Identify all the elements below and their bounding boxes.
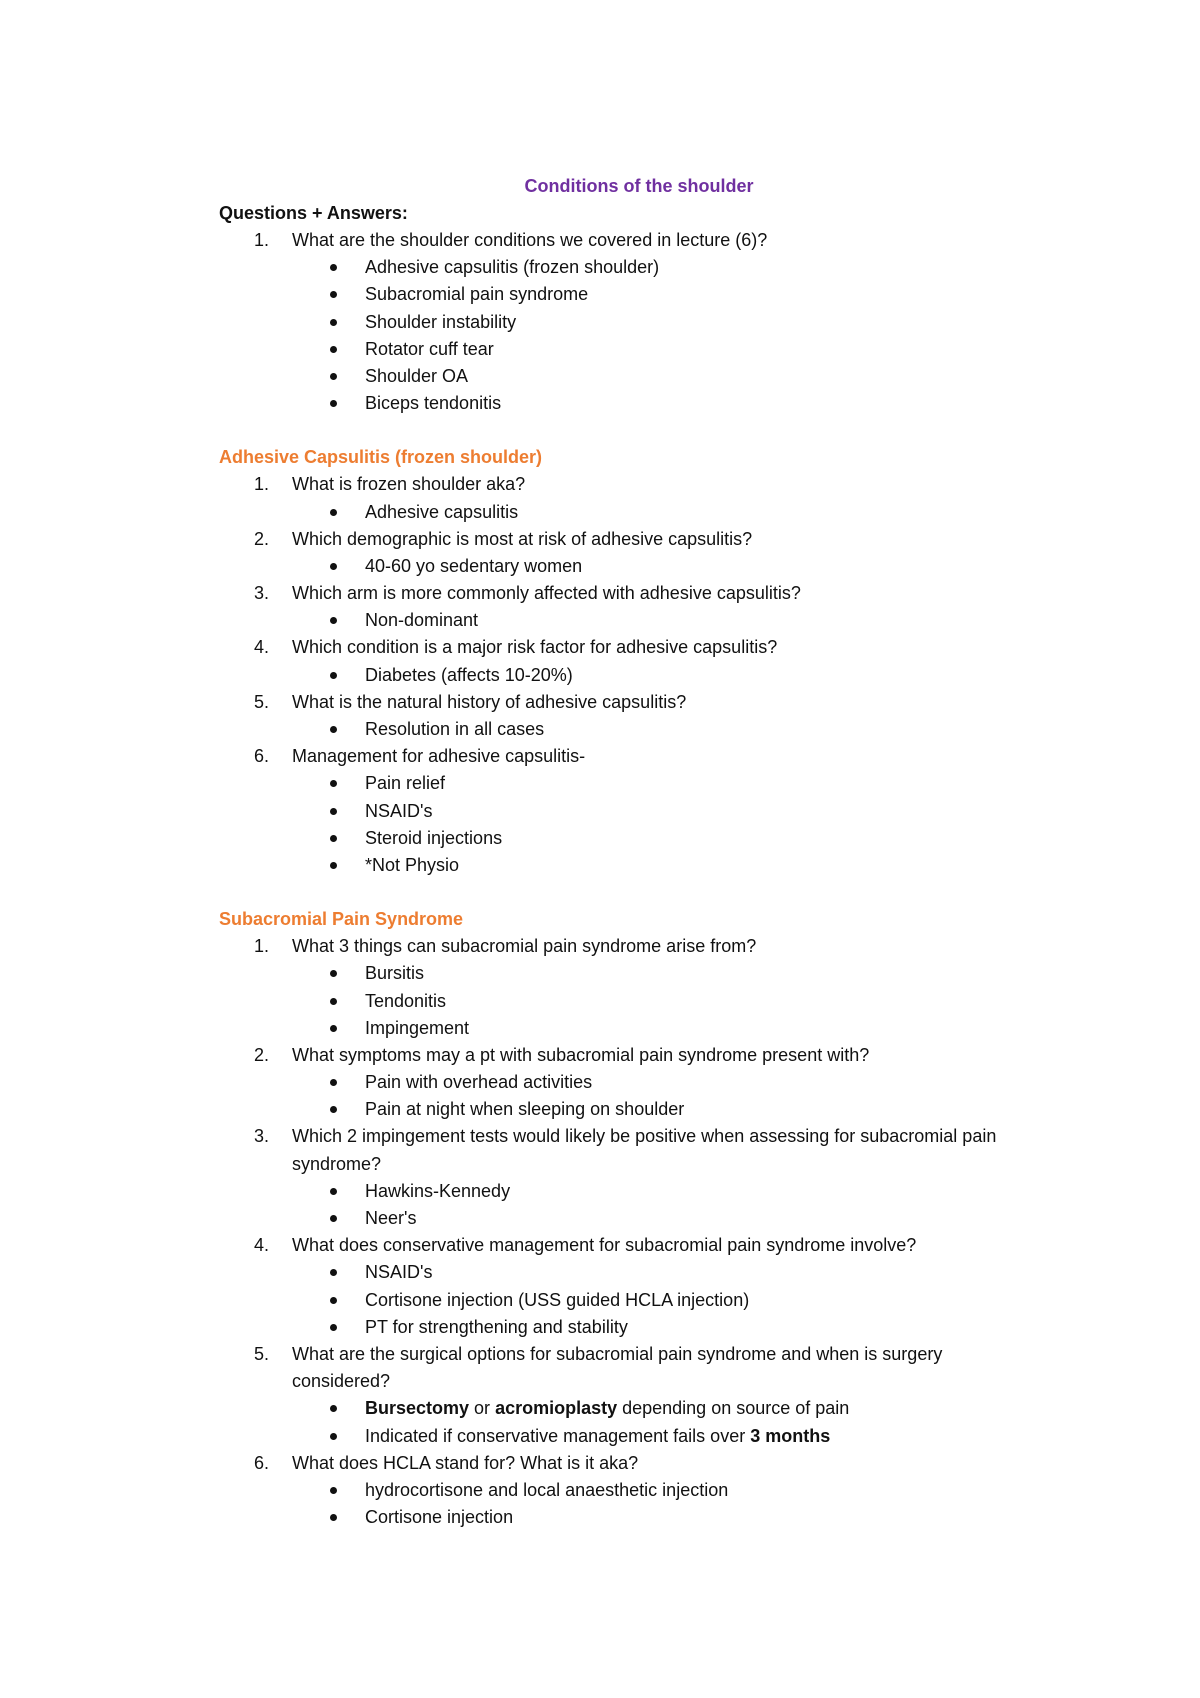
question-number: 5. — [254, 1343, 270, 1364]
answer-item — [219, 1205, 1099, 1232]
bullet-icon — [330, 1215, 337, 1222]
answer-item — [219, 254, 1099, 281]
answer-text: Impingement — [365, 1017, 470, 1038]
answer-text: Pain with overhead activities — [365, 1072, 593, 1093]
answer-item — [219, 1178, 1099, 1205]
answer-text: or — [469, 1398, 496, 1419]
question-number: 4. — [254, 637, 270, 658]
answer-text: depending on source of pain — [617, 1398, 850, 1419]
question-number: 4. — [254, 1235, 270, 1256]
answer-text: Shoulder OA — [365, 365, 469, 386]
question — [219, 634, 1099, 661]
bullet-icon — [330, 319, 337, 326]
answer-item — [219, 988, 1099, 1015]
question-number: 1. — [254, 230, 270, 250]
answer-text: Cortisone injection (USS guided HCLA injection) — [365, 1289, 750, 1310]
bullet-icon — [330, 509, 337, 516]
answer-text: 40-60 yo sedentary women — [365, 555, 583, 576]
answer-text: Shoulder instability — [365, 311, 517, 332]
answer-text: Steroid injections — [365, 827, 503, 848]
bullet-icon — [330, 1188, 337, 1195]
question-number: 2. — [254, 528, 270, 549]
section-heading-subacromial-pain-syndrome: Subacromial Pain Syndrome — [219, 909, 464, 930]
answer-item — [219, 336, 1099, 363]
answer-text: Adhesive capsulitis — [365, 501, 519, 522]
bullet-icon — [330, 1433, 337, 1440]
answer-item — [219, 1395, 1099, 1422]
question-text: Which condition is a major risk factor for adhesive capsulitis? — [292, 637, 778, 658]
answer-item — [219, 1015, 1099, 1042]
question — [219, 580, 1099, 607]
bullet-icon — [330, 1269, 337, 1276]
question-text: What are the surgical options for subacromial pain syndrome and when is surgery considered? — [292, 1343, 943, 1392]
bullet-icon — [330, 264, 337, 271]
answer-item — [219, 281, 1099, 308]
question — [219, 1123, 1002, 1177]
answer-text: Rotator cuff tear — [365, 338, 494, 359]
bullet-icon — [330, 726, 337, 733]
answer-text: Tendonitis — [365, 990, 447, 1011]
answer-item — [219, 770, 1099, 797]
answer-text: Subacromial pain syndrome — [365, 284, 589, 305]
answer-item — [219, 553, 1099, 580]
answer-text: Adhesive capsulitis (frozen shoulder) — [365, 257, 660, 278]
answer-text: Bursitis — [365, 963, 425, 984]
bullet-icon — [330, 998, 337, 1005]
question-number: 6. — [254, 746, 270, 767]
question — [219, 471, 1099, 498]
answer-text: Indicated if conservative management fails over — [365, 1425, 751, 1446]
answer-text: Cortisone injection — [365, 1507, 514, 1528]
question-text: What does conservative management for subacromial pain syndrome involve? — [292, 1235, 917, 1256]
question — [219, 526, 1099, 553]
question — [219, 1341, 992, 1395]
question — [219, 1450, 1099, 1477]
bullet-icon — [330, 970, 337, 977]
answer-text: PT for strengthening and stability — [365, 1316, 628, 1337]
answer-item — [219, 363, 1099, 390]
question-text: What is frozen shoulder aka? — [292, 474, 526, 495]
bullet-icon — [330, 1324, 337, 1331]
answer-item — [219, 607, 1099, 634]
answer-item — [219, 852, 1099, 879]
bullet-icon — [330, 1025, 337, 1032]
question-number: 6. — [254, 1452, 270, 1473]
answer-item — [219, 662, 1099, 689]
question — [219, 227, 1099, 254]
bullet-icon — [330, 291, 337, 298]
bullet-icon — [330, 672, 337, 679]
answer-text: Non-dominant — [365, 610, 479, 631]
answer-text: NSAID's — [365, 800, 433, 821]
bullet-icon — [330, 862, 337, 869]
answer-text: Resolution in all cases — [365, 719, 545, 739]
answer-item — [219, 1314, 1099, 1341]
bullet-icon — [330, 400, 337, 407]
question-number: 3. — [254, 583, 270, 604]
answer-text: Diabetes (affects 10-20%) — [365, 664, 573, 685]
question-number: 1. — [254, 474, 270, 495]
question-text: What are the shoulder conditions we covered in lecture (6)? — [292, 230, 768, 250]
answer-item — [219, 390, 1099, 417]
bullet-icon — [330, 373, 337, 380]
answer-text: hydrocortisone and local anaesthetic injection — [365, 1479, 729, 1500]
answer-item — [219, 1477, 1099, 1504]
answer-item — [219, 1096, 1099, 1123]
answer-item — [219, 960, 1099, 987]
question-text: What 3 things can subacromial pain syndrome arise from? — [292, 936, 757, 957]
page-title: Conditions of the shoulder — [524, 176, 754, 196]
answer-text: Pain at night when sleeping on shoulder — [365, 1099, 685, 1120]
answer-text: NSAID's — [365, 1262, 433, 1283]
question-number: 2. — [254, 1044, 270, 1065]
answer-item — [219, 825, 1099, 852]
bullet-icon — [330, 346, 337, 353]
answer-bold-text: acromioplasty — [495, 1398, 618, 1419]
question — [219, 1232, 1099, 1259]
question-text: Management for adhesive capsulitis- — [292, 746, 586, 767]
qa-heading: Questions + Answers: — [219, 203, 408, 223]
question-number: 3. — [254, 1126, 270, 1147]
bullet-icon — [330, 563, 337, 570]
question — [219, 1042, 1099, 1069]
bullet-icon — [330, 1405, 337, 1412]
section-heading-adhesive-capsulitis: Adhesive Capsulitis (frozen shoulder) — [219, 447, 543, 468]
question-text: What does HCLA stand for? What is it aka? — [292, 1452, 639, 1473]
answer-text: Pain relief — [365, 773, 446, 794]
bullet-icon — [330, 1106, 337, 1113]
answer-item — [219, 1287, 1099, 1314]
bullet-icon — [330, 1487, 337, 1494]
question-number: 1. — [254, 936, 270, 957]
question-text: Which demographic is most at risk of adhesive capsulitis? — [292, 528, 753, 549]
bullet-icon — [330, 780, 337, 787]
answer-item — [219, 1504, 1099, 1531]
answer-item — [219, 716, 1099, 743]
question-text: What symptoms may a pt with subacromial pain syndrome present with? — [292, 1044, 870, 1065]
answer-item — [219, 309, 1099, 336]
answer-text: Neer's — [365, 1208, 417, 1229]
bullet-icon — [330, 835, 337, 842]
answer-item — [219, 1259, 1099, 1286]
bullet-icon — [330, 617, 337, 624]
question-text: Which 2 impingement tests would likely be positive when assessing for subacromial pain syndrome? — [292, 1126, 997, 1174]
answer-text: *Not Physio — [365, 854, 460, 875]
bullet-icon — [330, 1079, 337, 1086]
answer-item — [219, 798, 1099, 825]
question — [219, 933, 1099, 960]
question-number: 5. — [254, 691, 270, 712]
answer-text: Hawkins-Kennedy — [365, 1180, 511, 1201]
answer-item — [219, 499, 1099, 526]
answer-text: Biceps tendonitis — [365, 393, 502, 414]
question-text: What is the natural history of adhesive capsulitis? — [292, 691, 687, 712]
question — [219, 743, 1099, 770]
bullet-icon — [330, 1514, 337, 1521]
answer-bold-text: 3 months — [750, 1425, 831, 1446]
question-text: Which arm is more commonly affected with adhesive capsulitis? — [292, 583, 801, 604]
answer-item — [219, 1069, 1099, 1096]
answer-item — [219, 1423, 1099, 1450]
question — [219, 689, 1099, 716]
bullet-icon — [330, 808, 337, 815]
bullet-icon — [330, 1297, 337, 1304]
document-body — [219, 174, 1099, 1531]
answer-bold-text: Bursectomy — [365, 1398, 470, 1419]
